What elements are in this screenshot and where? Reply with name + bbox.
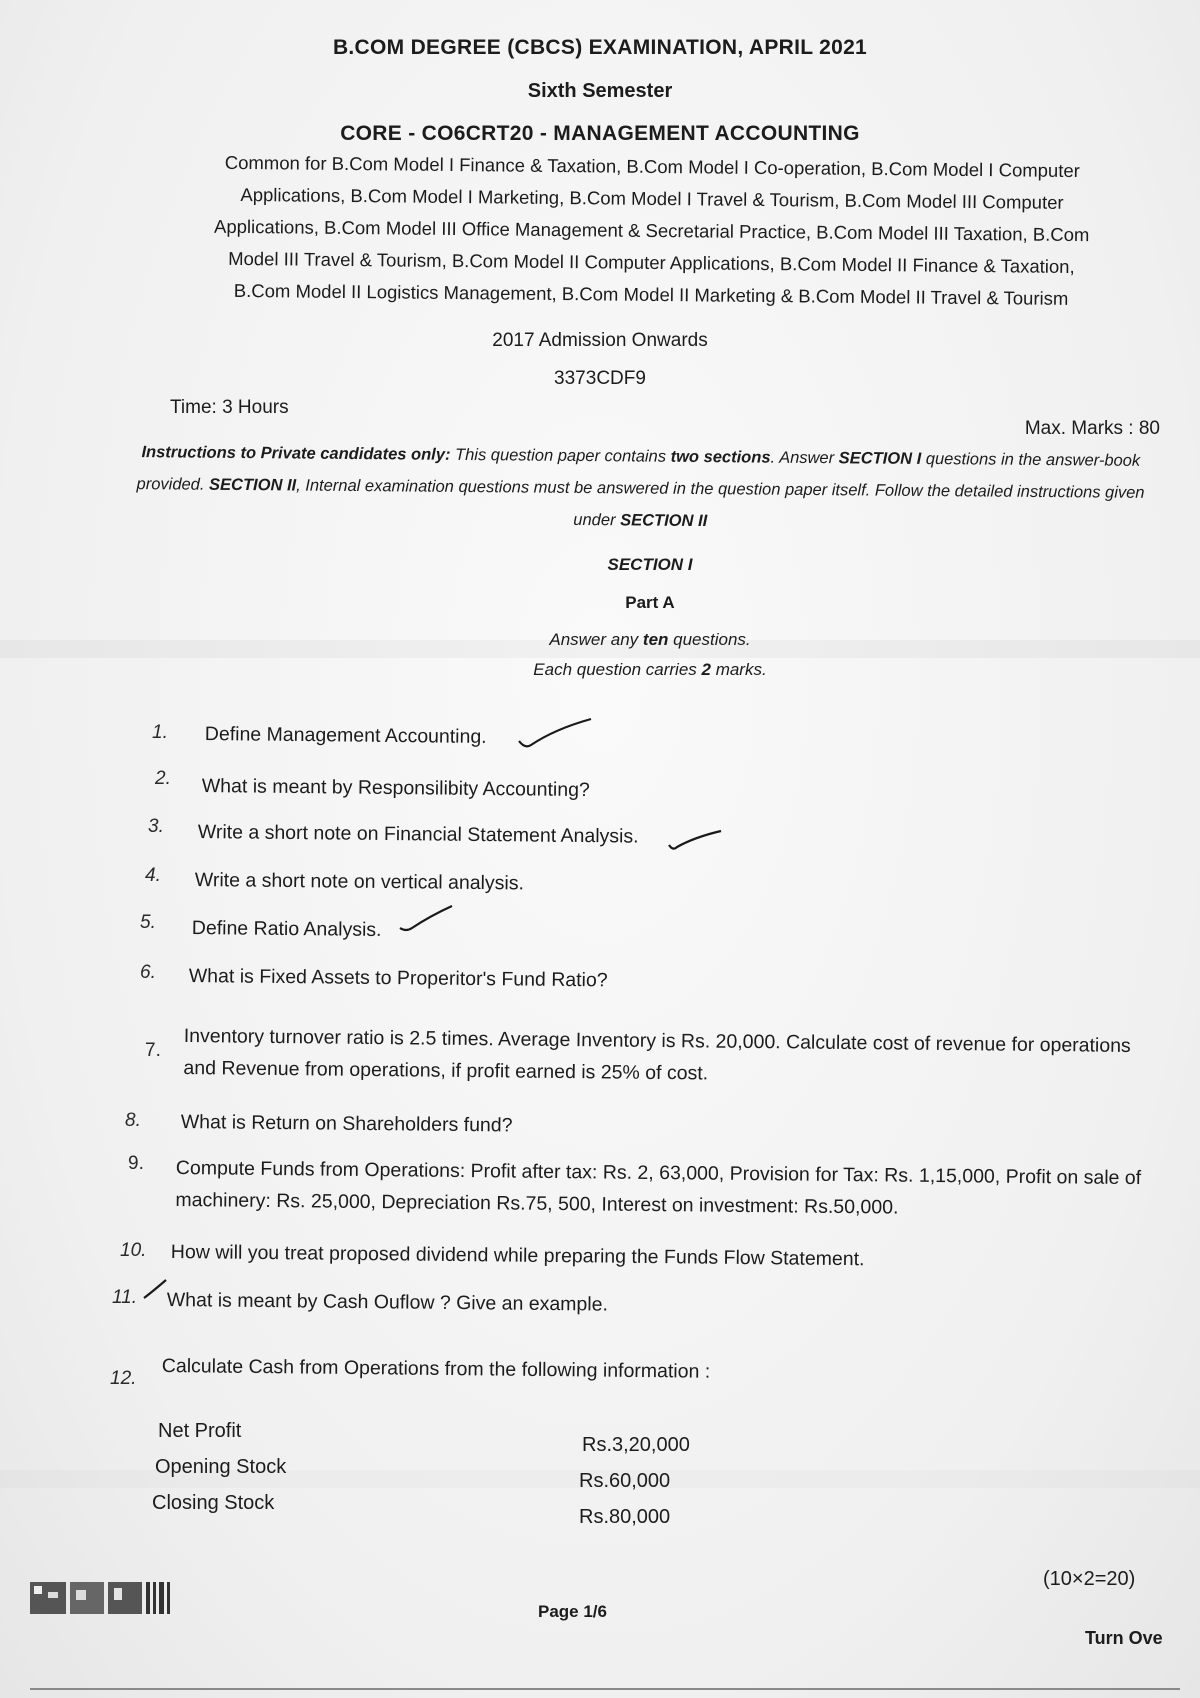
common-for-line: B.Com Model II Logistics Management, B.Com Model II Marketing & B.Com Model II Travel & Tourism bbox=[233, 279, 1069, 309]
question-text: Write a short note on vertical analysis. bbox=[194, 868, 525, 895]
turn-over: Turn Ove bbox=[1085, 1628, 1163, 1648]
table-value: Rs.3,20,000 bbox=[582, 1434, 690, 1456]
instructions-emphasis: SECTION II bbox=[620, 511, 708, 531]
question-text: What is meant by Responsilibity Accounting? bbox=[201, 774, 590, 802]
common-for-line: Common for B.Com Model I Finance & Taxation, B.Com Model I Co-operation, B.Com Model I Computer bbox=[224, 151, 1080, 182]
handwritten-tick-icon bbox=[396, 902, 456, 936]
question-number: 7. bbox=[145, 1040, 161, 1061]
question-number: 4. bbox=[145, 865, 161, 886]
max-marks: Max. Marks : 80 bbox=[1024, 418, 1160, 439]
table-label: Closing Stock bbox=[152, 1492, 275, 1514]
marks-summary: (10×2=20) bbox=[1043, 1568, 1136, 1590]
question-text: What is Fixed Assets to Properitor's Fund Ratio? bbox=[188, 964, 608, 992]
common-for-line: Applications, B.Com Model I Marketing, B.Com Model I Travel & Tourism, B.Com Model III Computer bbox=[240, 183, 1064, 213]
time-allowed: Time: 3 Hours bbox=[170, 397, 289, 418]
answer-text: questions. bbox=[668, 630, 751, 649]
table-label: Opening Stock bbox=[155, 1456, 287, 1478]
answer-emphasis: ten bbox=[642, 630, 669, 649]
table-value: Rs.80,000 bbox=[579, 1506, 671, 1528]
part-title: Part A bbox=[625, 593, 675, 612]
question-text: What is Return on Shareholders fund? bbox=[180, 1110, 513, 1137]
question-number: 10. bbox=[120, 1240, 147, 1261]
instructions-text: questions in the answer-book provided. bbox=[136, 449, 1141, 494]
question-text: Define Management Accounting. bbox=[204, 722, 487, 748]
barcode-icon bbox=[30, 1578, 175, 1618]
question-text: How will you treat proposed dividend while preparing the Funds Flow Statement. bbox=[170, 1240, 865, 1271]
table-value: Rs.60,000 bbox=[579, 1470, 671, 1492]
common-for bbox=[138, 146, 1164, 316]
question-text: Compute Funds from Operations: Profit after tax: Rs. 2, 63,000, Provision for Tax: Rs. 1,15,000, Profit on sale of machinery: Rs. 25,000, Depreciation Rs.75, 500, Interest on investment: Rs.50,000. bbox=[175, 1156, 1142, 1219]
question-text: Write a short note on Financial Statement Analysis. bbox=[197, 820, 639, 848]
marks-text: Each question carries bbox=[533, 660, 702, 679]
handwritten-tick-icon bbox=[515, 715, 595, 755]
question-number: 5. bbox=[140, 912, 156, 933]
instructions-text: . Answer bbox=[770, 448, 839, 468]
question-number: 11. bbox=[112, 1287, 138, 1308]
question-text: Define Ratio Analysis. bbox=[191, 916, 382, 941]
handwritten-tick-icon bbox=[665, 825, 725, 855]
question-number: 12. bbox=[110, 1368, 137, 1389]
instructions-emphasis: SECTION II bbox=[208, 475, 297, 495]
page-number: Page 1/6 bbox=[538, 1602, 607, 1621]
answer-instruction bbox=[50, 630, 1200, 650]
semester: Sixth Semester bbox=[527, 80, 673, 102]
instructions-text: This question paper contains bbox=[450, 445, 671, 466]
question-text: Calculate Cash from Operations from the following information : bbox=[161, 1354, 711, 1383]
common-for-line: Model III Travel & Tourism, B.Com Model II Computer Applications, B.Com Model II Finance & Taxation, bbox=[228, 247, 1075, 277]
handwritten-tick-icon bbox=[140, 1278, 170, 1308]
answer-text: Answer any bbox=[549, 630, 643, 649]
paper-code: 3373CDF9 bbox=[554, 368, 646, 389]
instructions-emphasis: SECTION I bbox=[838, 449, 922, 468]
question-number: 2. bbox=[155, 768, 171, 789]
marks-emphasis: 2 bbox=[701, 660, 711, 679]
question-number: 9. bbox=[128, 1153, 144, 1174]
question-text: What is meant by Cash Ouflow ? Give an example. bbox=[166, 1288, 609, 1316]
question-text: Inventory turnover ratio is 2.5 times. Average Inventory is Rs. 20,000. Calculate cost of revenue for operations and Revenue from operations, if profit earned is 25% of cost. bbox=[183, 1024, 1131, 1085]
exam-title: B.COM DEGREE (CBCS) EXAMINATION, APRIL 2021 bbox=[332, 36, 868, 59]
question-number: 1. bbox=[152, 722, 168, 743]
marks-text: marks. bbox=[710, 660, 767, 679]
course-title: CORE - CO6CRT20 - MANAGEMENT ACCOUNTING bbox=[340, 122, 860, 145]
instructions-lead: Instructions to Private candidates only: bbox=[141, 443, 451, 464]
section-title: SECTION I bbox=[607, 555, 693, 574]
question-number: 3. bbox=[148, 816, 164, 837]
instructions-emphasis: two sections bbox=[670, 447, 771, 467]
instructions-text: , Internal examination questions must be answered in the question paper itself. Follow the detailed instructions given under bbox=[296, 476, 1145, 530]
page-edge-line bbox=[30, 1688, 1180, 1690]
admission-year: 2017 Admission Onwards bbox=[492, 330, 708, 351]
marks-instruction bbox=[50, 660, 1200, 680]
table-label: Net Profit bbox=[158, 1420, 242, 1442]
instructions bbox=[125, 436, 1156, 541]
question-number: 6. bbox=[140, 962, 156, 983]
question-number: 8. bbox=[125, 1110, 141, 1131]
common-for-line: Applications, B.Com Model III Office Management & Secretarial Practice, B.Com Model III Taxation, B.Com bbox=[213, 215, 1090, 246]
